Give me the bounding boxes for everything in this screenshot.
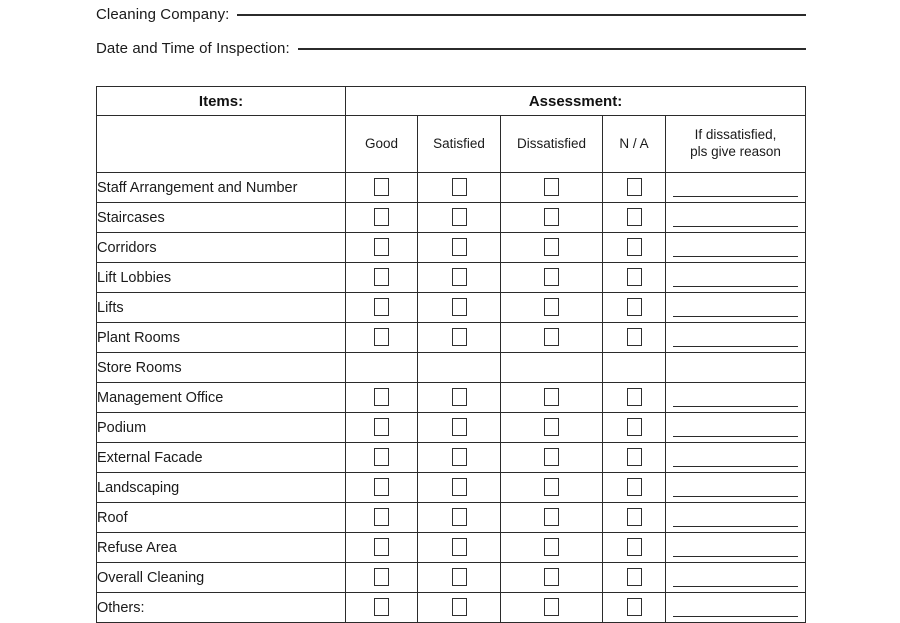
checkbox-dissatisfied[interactable] <box>544 238 559 256</box>
checkbox-satisfied-cell[interactable] <box>418 413 501 443</box>
checkbox-satisfied[interactable] <box>452 448 467 466</box>
reason-cell[interactable] <box>666 203 806 233</box>
checkbox-satisfied-cell[interactable] <box>418 473 501 503</box>
form-header-fields <box>96 0 806 74</box>
checkbox-satisfied[interactable] <box>452 178 467 196</box>
checkbox-good[interactable] <box>374 418 389 436</box>
table-row <box>97 293 806 323</box>
reason-cell[interactable] <box>666 173 806 203</box>
checkbox-dissatisfied[interactable] <box>544 208 559 226</box>
checkbox-good-cell[interactable] <box>346 443 418 473</box>
checkbox-na-cell[interactable] <box>603 293 666 323</box>
reason-cell[interactable] <box>666 233 806 263</box>
checkbox-na-cell[interactable] <box>603 203 666 233</box>
checkbox-na-cell[interactable] <box>603 563 666 593</box>
checkbox-dissatisfied[interactable] <box>544 328 559 346</box>
checkbox-satisfied[interactable] <box>452 538 467 556</box>
inspection-table <box>96 86 806 623</box>
reason-input-line[interactable] <box>673 196 798 197</box>
checkbox-satisfied[interactable] <box>452 298 467 316</box>
checkbox-na-cell[interactable] <box>603 533 666 563</box>
checkbox-satisfied-cell[interactable] <box>418 443 501 473</box>
checkbox-satisfied-cell[interactable] <box>418 263 501 293</box>
checkbox-dissatisfied-cell[interactable] <box>501 233 603 263</box>
checkbox-good[interactable] <box>374 598 389 616</box>
checkbox-good-cell[interactable] <box>346 173 418 203</box>
checkbox-good[interactable] <box>374 328 389 346</box>
table-row <box>97 263 806 293</box>
reason-cell <box>666 353 806 383</box>
checkbox-dissatisfied-cell <box>501 353 603 383</box>
reason-cell[interactable] <box>666 413 806 443</box>
item-label: Overall Cleaning <box>97 563 346 593</box>
table-row <box>97 353 806 383</box>
header-row-top <box>97 87 806 116</box>
reason-cell[interactable] <box>666 293 806 323</box>
field-row-date-time <box>96 40 806 74</box>
checkbox-good-cell[interactable] <box>346 203 418 233</box>
checkbox-dissatisfied[interactable] <box>544 178 559 196</box>
checkbox-dissatisfied-cell[interactable] <box>501 323 603 353</box>
item-label: Others: <box>97 593 346 623</box>
checkbox-good[interactable] <box>374 538 389 556</box>
checkbox-na[interactable] <box>627 328 642 346</box>
checkbox-good[interactable] <box>374 268 389 286</box>
checkbox-satisfied-cell[interactable] <box>418 203 501 233</box>
checkbox-good[interactable] <box>374 298 389 316</box>
checkbox-good-cell[interactable] <box>346 593 418 623</box>
reason-input-line[interactable] <box>673 556 798 557</box>
table-row <box>97 323 806 353</box>
checkbox-dissatisfied-cell[interactable] <box>501 443 603 473</box>
checkbox-dissatisfied-cell[interactable] <box>501 473 603 503</box>
table-row <box>97 473 806 503</box>
item-label: Lift Lobbies <box>97 263 346 293</box>
checkbox-na-cell[interactable] <box>603 473 666 503</box>
cleaning-company-input-line[interactable] <box>237 13 806 16</box>
table-header <box>97 87 806 173</box>
checkbox-dissatisfied[interactable] <box>544 568 559 586</box>
item-label: External Facade <box>97 443 346 473</box>
checkbox-satisfied[interactable] <box>452 418 467 436</box>
checkbox-satisfied-cell[interactable] <box>418 563 501 593</box>
item-label: Store Rooms <box>97 353 346 383</box>
checkbox-na-cell[interactable] <box>603 323 666 353</box>
checkbox-dissatisfied-cell[interactable] <box>501 293 603 323</box>
item-label: Staff Arrangement and Number <box>97 173 346 203</box>
checkbox-good[interactable] <box>374 568 389 586</box>
checkbox-satisfied[interactable] <box>452 508 467 526</box>
date-time-label: Date and Time of Inspection: <box>96 40 290 57</box>
checkbox-na-cell[interactable] <box>603 413 666 443</box>
header-col-dissatisfied: Dissatisfied <box>501 116 603 173</box>
checkbox-good-cell[interactable] <box>346 563 418 593</box>
reason-input-line[interactable] <box>673 436 798 437</box>
checkbox-good-cell[interactable] <box>346 233 418 263</box>
checkbox-na[interactable] <box>627 418 642 436</box>
header-assessment: Assessment: <box>346 87 806 116</box>
field-row-cleaning-company <box>96 0 806 40</box>
header-items-blank <box>97 116 346 173</box>
reason-cell[interactable] <box>666 263 806 293</box>
header-items: Items: <box>97 87 346 116</box>
checkbox-dissatisfied-cell[interactable] <box>501 383 603 413</box>
item-label: Lifts <box>97 293 346 323</box>
cleaning-company-label: Cleaning Company: <box>96 6 230 23</box>
table-row <box>97 233 806 263</box>
checkbox-good-cell[interactable] <box>346 263 418 293</box>
checkbox-satisfied[interactable] <box>452 598 467 616</box>
reason-cell[interactable] <box>666 533 806 563</box>
reason-input-line[interactable] <box>673 346 798 347</box>
checkbox-na-cell[interactable] <box>603 503 666 533</box>
reason-cell[interactable] <box>666 323 806 353</box>
reason-input-line[interactable] <box>673 586 798 587</box>
checkbox-satisfied[interactable] <box>452 238 467 256</box>
checkbox-dissatisfied-cell[interactable] <box>501 173 603 203</box>
reason-cell[interactable] <box>666 503 806 533</box>
checkbox-na-cell[interactable] <box>603 383 666 413</box>
table-row <box>97 443 806 473</box>
checkbox-na-cell[interactable] <box>603 443 666 473</box>
checkbox-satisfied[interactable] <box>452 328 467 346</box>
item-label: Landscaping <box>97 473 346 503</box>
checkbox-good-cell <box>346 353 418 383</box>
reason-cell[interactable] <box>666 473 806 503</box>
checkbox-dissatisfied-cell[interactable] <box>501 263 603 293</box>
checkbox-good-cell[interactable] <box>346 533 418 563</box>
checkbox-good-cell[interactable] <box>346 473 418 503</box>
date-time-input-line[interactable] <box>298 47 806 50</box>
item-label: Plant Rooms <box>97 323 346 353</box>
checkbox-good-cell[interactable] <box>346 383 418 413</box>
checkbox-dissatisfied[interactable] <box>544 598 559 616</box>
checkbox-na[interactable] <box>627 298 642 316</box>
table-row <box>97 203 806 233</box>
checkbox-na[interactable] <box>627 538 642 556</box>
checkbox-good-cell[interactable] <box>346 293 418 323</box>
checkbox-na[interactable] <box>627 478 642 496</box>
header-row-sub <box>97 116 806 173</box>
checkbox-satisfied-cell[interactable] <box>418 503 501 533</box>
checkbox-na[interactable] <box>627 238 642 256</box>
checkbox-na[interactable] <box>627 268 642 286</box>
checkbox-good[interactable] <box>374 508 389 526</box>
checkbox-dissatisfied-cell[interactable] <box>501 593 603 623</box>
reason-cell[interactable] <box>666 443 806 473</box>
checkbox-na[interactable] <box>627 568 642 586</box>
reason-input-line[interactable] <box>673 496 798 497</box>
item-label: Refuse Area <box>97 533 346 563</box>
checkbox-na-cell[interactable] <box>603 593 666 623</box>
reason-input-line[interactable] <box>673 226 798 227</box>
checkbox-na-cell[interactable] <box>603 173 666 203</box>
checkbox-na-cell[interactable] <box>603 233 666 263</box>
checkbox-na[interactable] <box>627 598 642 616</box>
table-row <box>97 593 806 623</box>
item-label: Podium <box>97 413 346 443</box>
checkbox-dissatisfied[interactable] <box>544 508 559 526</box>
checkbox-dissatisfied[interactable] <box>544 538 559 556</box>
checkbox-na[interactable] <box>627 508 642 526</box>
header-reason-line-1: If dissatisfied, <box>694 127 777 143</box>
checkbox-satisfied[interactable] <box>452 478 467 496</box>
checkbox-na-cell <box>603 353 666 383</box>
checkbox-dissatisfied[interactable] <box>544 478 559 496</box>
item-label: Roof <box>97 503 346 533</box>
table-row <box>97 383 806 413</box>
checkbox-na-cell[interactable] <box>603 263 666 293</box>
reason-input-line[interactable] <box>673 526 798 527</box>
table-row <box>97 503 806 533</box>
reason-input-line[interactable] <box>673 616 798 617</box>
reason-input-line[interactable] <box>673 256 798 257</box>
checkbox-satisfied[interactable] <box>452 388 467 406</box>
checkbox-na[interactable] <box>627 178 642 196</box>
checkbox-satisfied-cell[interactable] <box>418 593 501 623</box>
checkbox-good[interactable] <box>374 238 389 256</box>
checkbox-good-cell[interactable] <box>346 413 418 443</box>
header-col-na: N / A <box>603 116 666 173</box>
checkbox-satisfied-cell[interactable] <box>418 533 501 563</box>
table-row <box>97 533 806 563</box>
checkbox-dissatisfied[interactable] <box>544 298 559 316</box>
checkbox-dissatisfied[interactable] <box>544 268 559 286</box>
checkbox-dissatisfied[interactable] <box>544 448 559 466</box>
checkbox-good-cell[interactable] <box>346 323 418 353</box>
item-label: Corridors <box>97 233 346 263</box>
item-label: Management Office <box>97 383 346 413</box>
reason-input-line[interactable] <box>673 286 798 287</box>
reason-input-line[interactable] <box>673 466 798 467</box>
checkbox-good[interactable] <box>374 178 389 196</box>
checkbox-good[interactable] <box>374 448 389 466</box>
table-row <box>97 563 806 593</box>
table-row <box>97 173 806 203</box>
checkbox-na[interactable] <box>627 388 642 406</box>
reason-input-line[interactable] <box>673 316 798 317</box>
checkbox-dissatisfied-cell[interactable] <box>501 503 603 533</box>
item-label: Staircases <box>97 203 346 233</box>
checkbox-satisfied-cell[interactable] <box>418 233 501 263</box>
checkbox-satisfied-cell[interactable] <box>418 293 501 323</box>
checkbox-satisfied-cell[interactable] <box>418 383 501 413</box>
checkbox-dissatisfied[interactable] <box>544 388 559 406</box>
checkbox-dissatisfied-cell[interactable] <box>501 533 603 563</box>
checkbox-na[interactable] <box>627 208 642 226</box>
header-reason-line-2: pls give reason <box>690 144 781 159</box>
checkbox-good[interactable] <box>374 478 389 496</box>
checkbox-na[interactable] <box>627 448 642 466</box>
checkbox-good[interactable] <box>374 388 389 406</box>
reason-cell[interactable] <box>666 383 806 413</box>
table-row <box>97 413 806 443</box>
checkbox-good[interactable] <box>374 208 389 226</box>
checkbox-dissatisfied[interactable] <box>544 418 559 436</box>
checkbox-dissatisfied-cell[interactable] <box>501 203 603 233</box>
checkbox-satisfied-cell[interactable] <box>418 323 501 353</box>
checkbox-dissatisfied-cell[interactable] <box>501 413 603 443</box>
checkbox-satisfied[interactable] <box>452 208 467 226</box>
checkbox-good-cell[interactable] <box>346 503 418 533</box>
table-body <box>97 173 806 623</box>
checkbox-satisfied-cell <box>418 353 501 383</box>
reason-cell[interactable] <box>666 563 806 593</box>
checkbox-dissatisfied-cell[interactable] <box>501 563 603 593</box>
header-col-reason <box>666 116 806 173</box>
checkbox-satisfied[interactable] <box>452 268 467 286</box>
header-col-satisfied: Satisfied <box>418 116 501 173</box>
header-col-good: Good <box>346 116 418 173</box>
checkbox-satisfied[interactable] <box>452 568 467 586</box>
checkbox-satisfied-cell[interactable] <box>418 173 501 203</box>
reason-input-line[interactable] <box>673 406 798 407</box>
reason-cell[interactable] <box>666 593 806 623</box>
